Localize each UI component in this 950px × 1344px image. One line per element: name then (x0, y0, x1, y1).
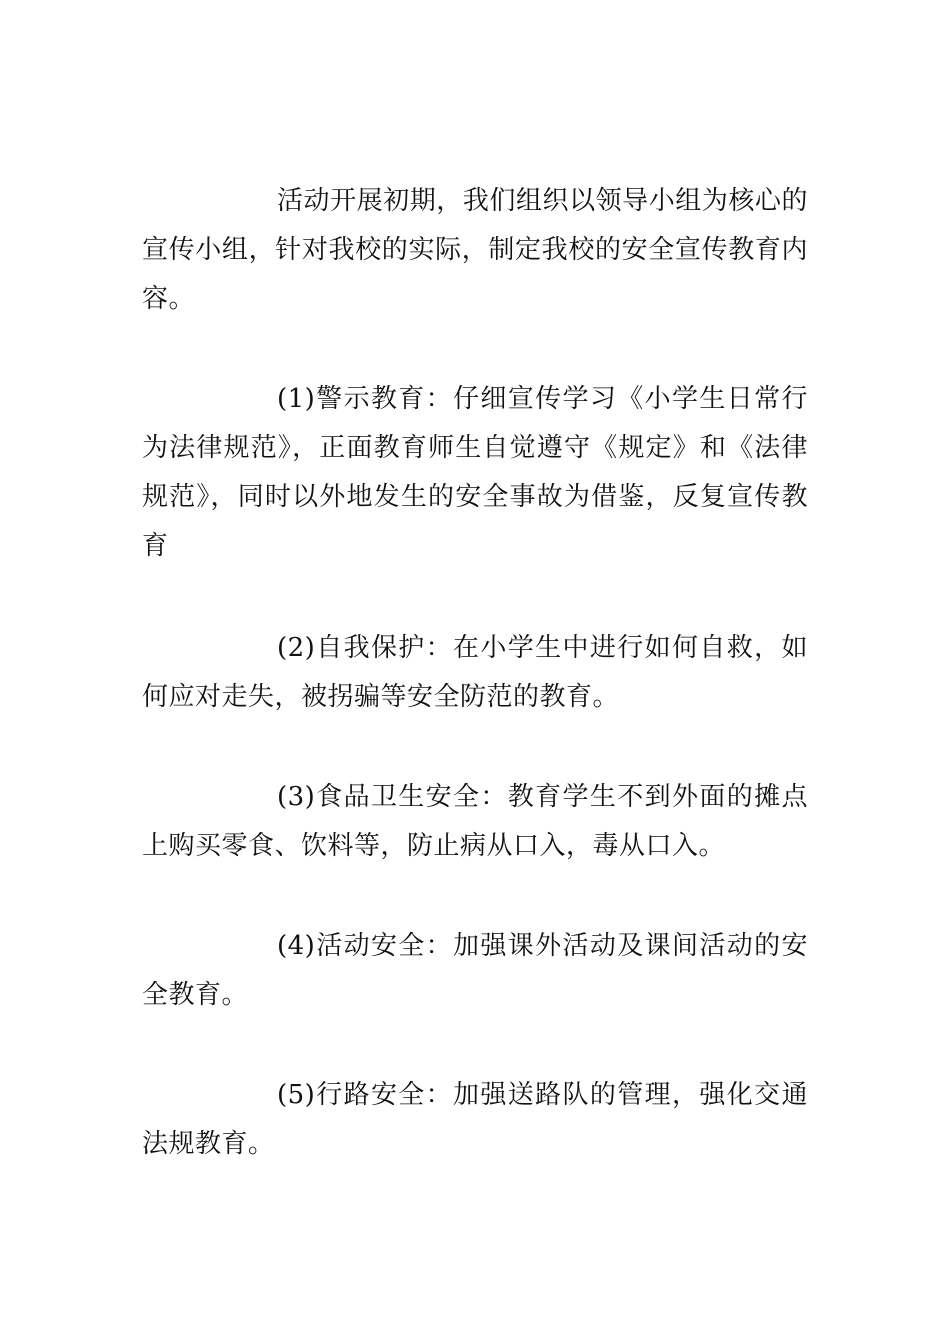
paragraph-self-protection: (2)自我保护：在小学生中进行如何自救，如何应对走失，被拐骗等安全防范的教育。 (142, 633, 808, 712)
paragraph-food-safety: (3)食品卫生安全：教育学生不到外面的摊点上购买零食、饮料等，防止病从口入，毒从口入。 (142, 782, 808, 861)
paragraph-activity-safety: (4)活动安全：加强课外活动及课间活动的安全教育。 (142, 931, 808, 1010)
paragraph-road-safety: (5)行路安全：加强送路队的管理，强化交通法规教育。 (142, 1080, 808, 1159)
paragraph-warning-education: (1)警示教育：仔细宣传学习《小学生日常行为法律规范》，正面教育师生自觉遵守《规定》和《法律规范》，同时以外地发生的安全事故为借鉴，反复宣传教育 (142, 384, 808, 561)
paragraph-intro: 活动开展初期，我们组织以领导小组为核心的宣传小组，针对我校的实际，制定我校的安全宣传教育内容。 (142, 186, 808, 314)
